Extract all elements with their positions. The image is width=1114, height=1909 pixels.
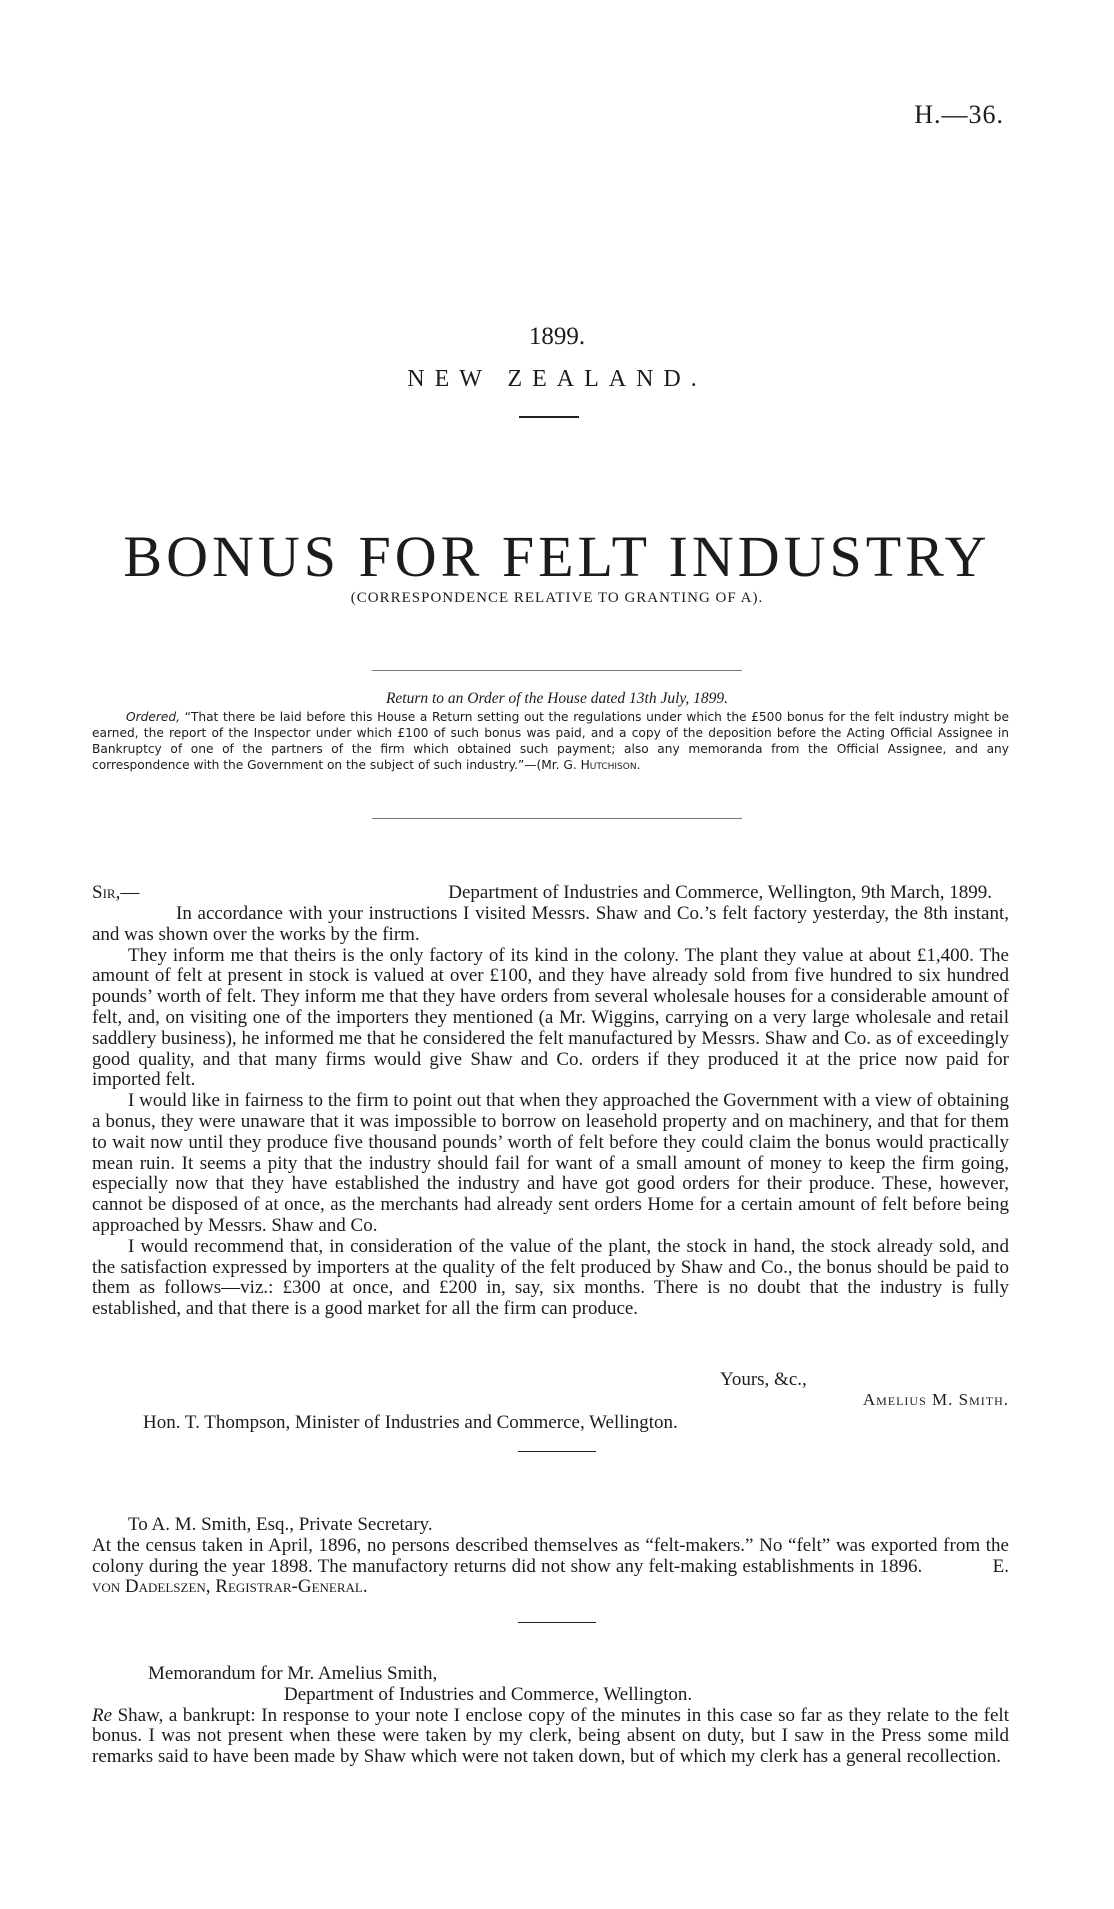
page-reference: H.—36. — [914, 100, 1004, 129]
divider — [372, 818, 742, 819]
registrar-letter — [92, 1515, 1009, 1598]
letter-body: At the census taken in April, 1896, no persons described themselves as “felt-makers.” No “felt” was exported from the colony during the year 1898. The manufactory returns did not show any felt-making establishments in 1896. — [92, 1534, 1009, 1577]
memo-re: Re — [92, 1704, 113, 1726]
signature: E. von Dadelszen, Registrar-General. — [92, 1555, 1010, 1598]
letter-body — [92, 904, 1009, 1320]
order-text — [92, 709, 1009, 773]
salutation: Sir,— — [92, 882, 140, 903]
letter-to: To A. M. Smith, Esq., Private Secretary. — [128, 1514, 433, 1535]
ordered-author: Hutchison — [580, 758, 637, 772]
paragraph: They inform me that theirs is the only factory of its kind in the colony. The plant they value at about £1,400. The amount of felt at present in stock is valued at over £100, and they have already sold from five hundred to six hundred pounds’ worth of felt. They inform me that they have orders from several wholesale houses for a considerable amount of felt, and, on visiting one of the importers they mentioned (a Mr. Wiggins, carrying on a very large wholesale and retail saddlery business), he informed me that he considered the felt manufactured by Messrs. Shaw and Co. as of exceedingly good quality, and that many firms would give Shaw and Co. orders if they produced it at the price now paid for imported felt. — [92, 944, 1009, 1091]
closing: Yours, &c., — [720, 1369, 807, 1390]
signature: Amelius M. Smith. — [862, 1390, 1009, 1409]
ordered-label: Ordered, — [126, 710, 180, 724]
paragraph — [92, 1536, 1009, 1598]
divider — [372, 670, 742, 671]
divider — [519, 416, 579, 418]
addressee: Hon. T. Thompson, Minister of Industries and Commerce, Wellington. — [143, 1412, 678, 1433]
ordered-end: . — [636, 758, 641, 772]
document-subtitle: (CORRESPONDENCE RELATIVE TO GRANTING OF A). — [350, 590, 764, 606]
memo-address: Department of Industries and Commerce, Wellington. — [284, 1683, 693, 1705]
memo-heading: Memorandum for Mr. Amelius Smith, — [148, 1663, 438, 1684]
document-title: BONUS FOR FELT INDUSTRY — [123, 524, 991, 589]
divider — [518, 1451, 596, 1452]
divider — [518, 1622, 596, 1623]
ordered-body: “That there be laid before this House a Return setting out the regulations under which the £500 bonus for the felt industry might be earned, the report of the Inspector under which £100 of such bonus was paid, and a copy of the deposition before the Acting Official Assignee in Bankruptcy of one of the partners of the firm which obtained such payment; also any memoranda from the Official Assignee, and any correspondence with the Government on the subject of such industry.”—(Mr. G. — [92, 710, 1009, 772]
memorandum — [92, 1664, 1009, 1768]
year: 1899. — [528, 323, 586, 350]
memo-body: Shaw, a bankrupt: In response to your note I enclose copy of the minutes in this case so far as they relate to the felt bonus. I was not present when these were taken by my clerk, being absent on duty, but I saw in the Press some mild remarks said to have been made by Shaw which were not taken down, but of which my clerk has a general recollection. — [92, 1704, 1009, 1768]
paragraph: I would like in fairness to the firm to point out that when they approached the Government with a view of obtaining a bonus, they were unaware that it was impossible to borrow on leasehold property and on machinery, and that for them to wait now until they produce five thousand pounds’ worth of felt before they could claim the bonus would practically mean ruin. It seems a pity that the industry should fail for want of a small amount of money to keep the firm going, especially now that they have established the industry and have got good orders for their produce. These, however, cannot be disposed of at once, as the merchants had already sent orders Home for a certain amount of felt before being approached by Messrs. Shaw and Co. — [92, 1090, 1009, 1236]
letter-address: Department of Industries and Commerce, Wellington, 9th March, 1899. — [448, 882, 992, 903]
letter-heading — [92, 882, 992, 904]
paragraph: In accordance with your instructions I visited Messrs. Shaw and Co.’s felt factory yesterday, the 8th instant, and was shown over the works by the firm. — [92, 903, 1009, 945]
paragraph: I would recommend that, in consideration of the value of the plant, the stock in hand, the stock already sold, and the satisfaction expressed by importers at the quality of the felt produced by Shaw and Co., the bonus should be paid to them as follows—viz.: £300 at once, and £200 in, say, six months. There is no doubt that the industry is fully established, and that there is a good market for all the firm can produce. — [92, 1235, 1009, 1320]
return-order-line: Return to an Order of the House dated 13th July, 1899. — [385, 690, 729, 707]
country: NEW ZEALAND. — [407, 366, 707, 392]
paragraph — [92, 1706, 1009, 1768]
